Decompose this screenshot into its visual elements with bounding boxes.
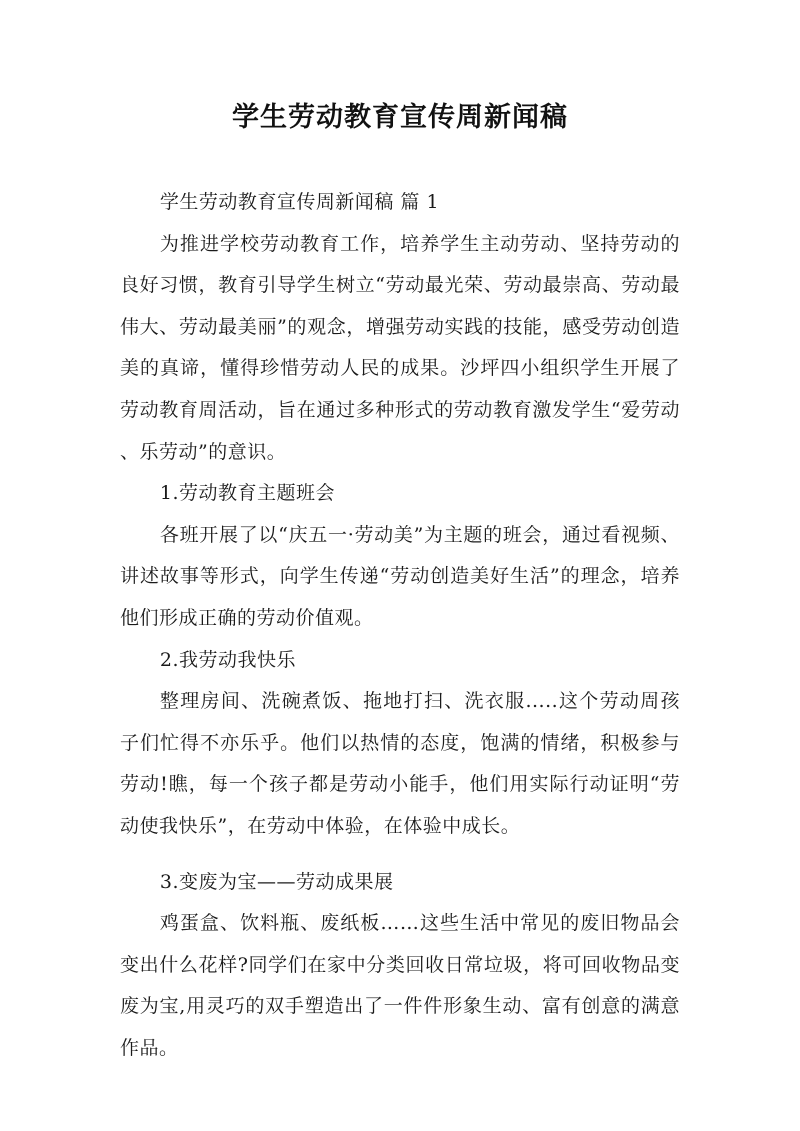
document-body bbox=[120, 182, 680, 1069]
section-heading-2: 2.我劳动我快乐 bbox=[159, 648, 297, 671]
document-subtitle: 学生劳动教育宣传周新闻稿 篇 1 bbox=[159, 191, 440, 213]
section-paragraph-1: 各班开展了以“庆五一·劳动美”为主题的班会，通过看视频、讲述故事等形式，向学生传递“劳动创造美好生活”的理念，培养他们形成正确的劳动价值观。 bbox=[120, 523, 680, 629]
section-paragraph-2: 整理房间、洗碗煮饭、拖地打扫、洗衣服.....这个劳动周孩子们忙得不亦乐乎。他们以热情的态度，饱满的情绪，积极参与劳动!瞧，每一个孩子都是劳动小能手，他们用实际行动证明“劳动使我快乐”，在劳动中体验，在体验中成长。 bbox=[120, 690, 680, 837]
document-title: 学生劳动教育宣传周新闻稿 bbox=[232, 102, 568, 133]
intro-paragraph: 为推进学校劳动教育工作，培养学生主动劳动、坚持劳动的良好习惯，教育引导学生树立“劳动最光荣、劳动最崇高、劳动最伟大、劳动最美丽”的观念，增强劳动实践的技能，感受劳动创造美的真谛，懂得珍惜劳动人民的成果。沙坪四小组织学生开展了劳动教育周活动，旨在通过多种形式的劳动教育激发学生“爱劳动、乐劳动”的意识。 bbox=[120, 232, 680, 463]
section-heading-3: 3.变废为宝——劳动成果展 bbox=[159, 870, 394, 893]
section-heading-1: 1.劳动教育主题班会 bbox=[159, 482, 336, 505]
section-paragraph-3: 鸡蛋盒、饮料瓶、废纸板……这些生活中常见的废旧物品会变出什么花样?同学们在家中分类回收日常垃圾，将可回收物品变废为宝,用灵巧的双手塑造出了一件件形象生动、富有创意的满意作品。 bbox=[120, 912, 680, 1059]
